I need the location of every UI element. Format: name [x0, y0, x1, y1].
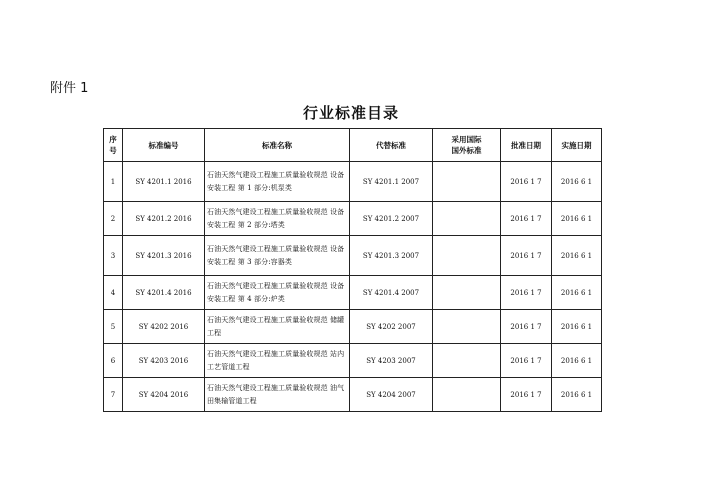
- cell-adopted: [433, 378, 501, 412]
- table-row: [104, 236, 602, 276]
- cell-implement-date: 2016 6 1: [552, 276, 602, 310]
- cell-replaced: SY 4201.2 2007: [350, 202, 433, 236]
- cell-adopted: [433, 344, 501, 378]
- header-seq: 序 号: [104, 129, 123, 162]
- cell-adopted: [433, 202, 501, 236]
- cell-implement-date: 2016 6 1: [552, 162, 602, 202]
- cell-number: SY 4204 2016: [123, 378, 205, 412]
- cell-seq: 5: [104, 310, 123, 344]
- header-replaced: 代替标准: [350, 129, 433, 162]
- attachment-label: 附件 1: [50, 81, 89, 96]
- cell-number: SY 4201.3 2016: [123, 236, 205, 276]
- header-approval-date: 批准日期: [501, 129, 552, 162]
- table-row: [104, 344, 602, 378]
- cell-approval-date: 2016 1 7: [501, 162, 552, 202]
- cell-number: SY 4202 2016: [123, 310, 205, 344]
- cell-name: 石油天然气建设工程施工质量验收规范 设备安装工程 第 1 部分:机泵类: [205, 162, 350, 202]
- cell-replaced: SY 4201.3 2007: [350, 236, 433, 276]
- cell-approval-date: 2016 1 7: [501, 344, 552, 378]
- standards-table: [103, 128, 602, 412]
- cell-seq: 2: [104, 202, 123, 236]
- cell-name: 石油天然气建设工程施工质量验收规范 设备安装工程 第 4 部分:炉类: [205, 276, 350, 310]
- table-row: [104, 276, 602, 310]
- cell-number: SY 4201.4 2016: [123, 276, 205, 310]
- cell-name: 石油天然气建设工程施工质量验收规范 油气田集输管道工程: [205, 378, 350, 412]
- table-header-row: [104, 129, 602, 162]
- cell-seq: 4: [104, 276, 123, 310]
- document-title: 行业标准目录: [302, 104, 399, 122]
- cell-replaced: SY 4202 2007: [350, 310, 433, 344]
- cell-replaced: SY 4201.1 2007: [350, 162, 433, 202]
- cell-approval-date: 2016 1 7: [501, 236, 552, 276]
- header-number: 标准编号: [123, 129, 205, 162]
- table-row: [104, 162, 602, 202]
- cell-number: SY 4201.2 2016: [123, 202, 205, 236]
- cell-approval-date: 2016 1 7: [501, 202, 552, 236]
- cell-replaced: SY 4204 2007: [350, 378, 433, 412]
- cell-approval-date: 2016 1 7: [501, 276, 552, 310]
- cell-name: 石油天然气建设工程施工质量验收规范 设备安装工程 第 2 部分:塔类: [205, 202, 350, 236]
- cell-adopted: [433, 276, 501, 310]
- table-row: [104, 202, 602, 236]
- cell-seq: 3: [104, 236, 123, 276]
- cell-approval-date: 2016 1 7: [501, 378, 552, 412]
- cell-name: 石油天然气建设工程施工质量验收规范 站内工艺管道工程: [205, 344, 350, 378]
- cell-replaced: SY 4201.4 2007: [350, 276, 433, 310]
- cell-adopted: [433, 162, 501, 202]
- header-implement-date: 实施日期: [552, 129, 602, 162]
- table-row: [104, 310, 602, 344]
- cell-adopted: [433, 236, 501, 276]
- table-row: [104, 378, 602, 412]
- cell-number: SY 4201.1 2016: [123, 162, 205, 202]
- cell-implement-date: 2016 6 1: [552, 344, 602, 378]
- cell-implement-date: 2016 6 1: [552, 378, 602, 412]
- header-adopted: 采用国际 国外标准: [433, 129, 501, 162]
- cell-implement-date: 2016 6 1: [552, 202, 602, 236]
- cell-seq: 6: [104, 344, 123, 378]
- cell-number: SY 4203 2016: [123, 344, 205, 378]
- cell-replaced: SY 4203 2007: [350, 344, 433, 378]
- cell-implement-date: 2016 6 1: [552, 236, 602, 276]
- cell-name: 石油天然气建设工程施工质量验收规范 设备安装工程 第 3 部分:容器类: [205, 236, 350, 276]
- cell-name: 石油天然气建设工程施工质量验收规范 储罐工程: [205, 310, 350, 344]
- header-name: 标准名称: [205, 129, 350, 162]
- cell-approval-date: 2016 1 7: [501, 310, 552, 344]
- cell-implement-date: 2016 6 1: [552, 310, 602, 344]
- cell-seq: 7: [104, 378, 123, 412]
- cell-seq: 1: [104, 162, 123, 202]
- cell-adopted: [433, 310, 501, 344]
